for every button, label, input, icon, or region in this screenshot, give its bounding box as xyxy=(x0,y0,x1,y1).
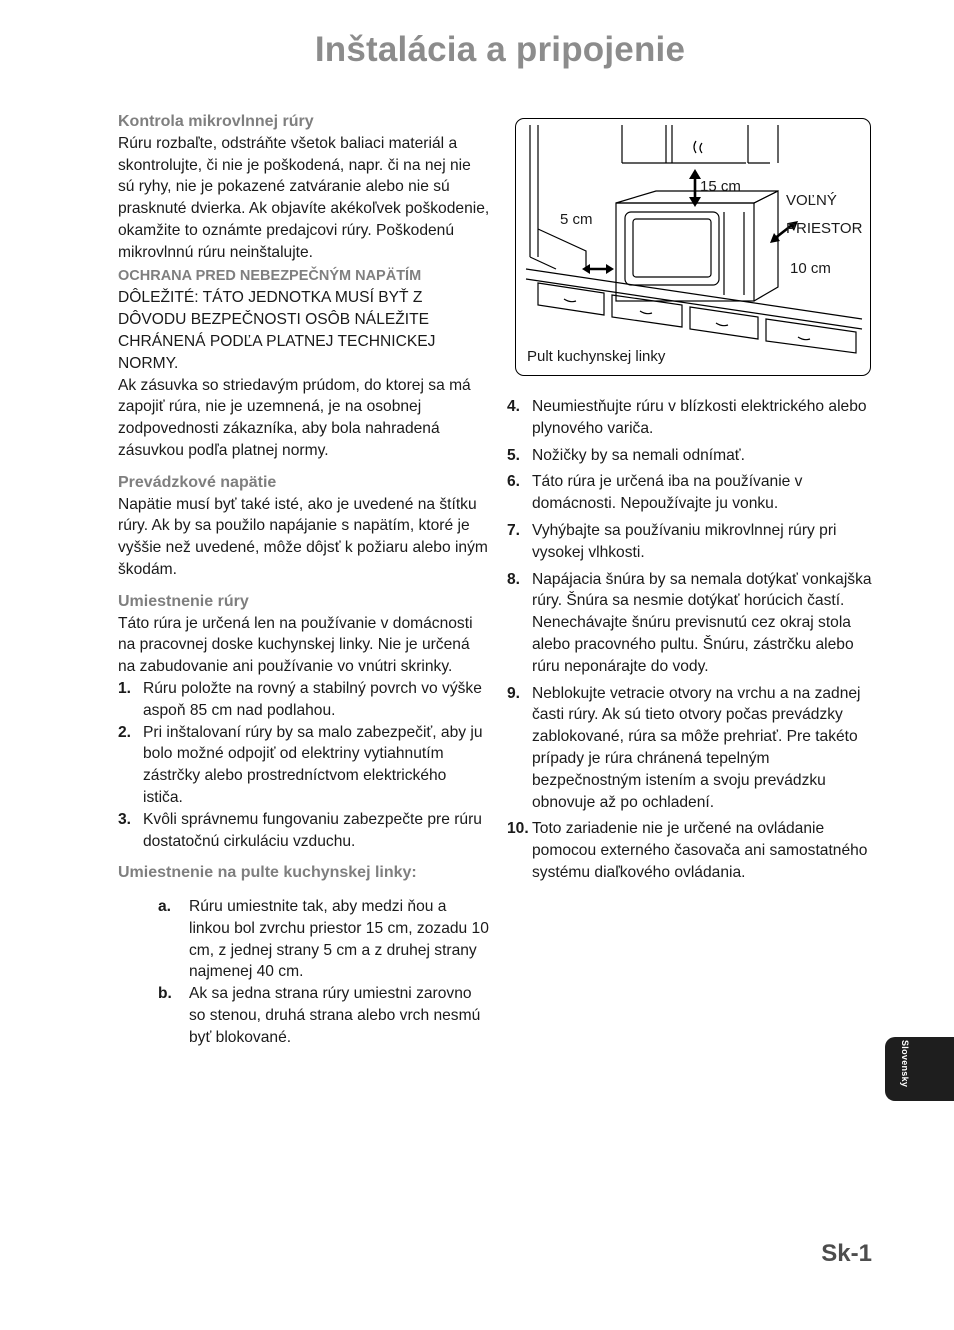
list-item: 5. Nožičky by sa nemali odnímať. xyxy=(507,446,745,464)
left-column xyxy=(118,111,490,1049)
voltage-protection-text: Ak zásuvka so striedavým prúdom, do ktorej sa má zapojiť rúra, nie je uzemnená, je na osobnej zodpovednosti zákazníka, aby bola nahradená zásuvkou podľa platnej normy. xyxy=(118,376,471,459)
language-tab xyxy=(885,1037,954,1101)
section-heading-countertop: Umiestnenie na pulte kuchynskej linky: xyxy=(118,864,417,882)
placement-list xyxy=(118,678,490,852)
section-heading-operating-voltage: Prevádzkové napätie xyxy=(118,473,277,491)
list-item: 10. Toto zariadenie nie je určené na ovládanie pomocou externého časovača ani samostatného systému diaľkového ovládania. xyxy=(507,820,868,881)
section-heading-placement: Umiestnenie rúry xyxy=(118,592,249,610)
list-item: 4. Neumiestňujte rúru v blízkosti elektrického alebo plynového variča. xyxy=(507,398,867,437)
installation-diagram xyxy=(515,118,871,376)
label-free-space-1: VOĽNÝ xyxy=(786,192,837,209)
label-free-space-2: PRIESTOR xyxy=(786,220,863,237)
list-item: 8. Napájacia šnúra by sa nemala dotýkať vonkajška rúry. Šnúra sa nesmie dotýkať horúcich častí. Nenechávajte šnúru previsnutú cez okraj stola alebo pracovného pultu. Šnúru, zástrčku alebo rúru neponárajte do vody. xyxy=(507,570,872,675)
placement-list-continued xyxy=(507,396,879,884)
label-counter: Pult kuchynskej linky xyxy=(527,348,666,365)
list-item: 3. Kvôli správnemu fungovaniu zabezpečte pre rúru dostatočnú cirkuláciu vzduchu. xyxy=(118,810,482,850)
inspection-text: Rúru rozbaľte, odstráňte všetok baliaci materiál a skontrolujte, či nie je poškodená, napr. či na nej nie sú ryhy, nie je pokazené zatváranie alebo nie sú prasknuté dvierka. Ak objavíte akékoľvek poškodenie, okamžite to oznámte predajcovi rúry. Poškodenú mikrovlnnú rúru neinštalujte. xyxy=(118,134,490,261)
label-back-clearance: 10 cm xyxy=(790,260,831,277)
list-item: 6. Táto rúra je určená iba na používanie v domácnosti. Nepoužívajte ju vonku. xyxy=(507,473,803,513)
page-number: Sk-1 xyxy=(821,1240,872,1267)
section-heading-inspection: Kontrola mikrovlnnej rúry xyxy=(118,113,314,130)
label-side-clearance: 5 cm xyxy=(560,211,593,228)
list-item: b. Ak sa jedna strana rúry umiestni zarovno so stenou, druhá strana alebo vrch nesmú byť blokované. xyxy=(158,985,481,1046)
page-title: Inštalácia a pripojenie xyxy=(314,30,686,69)
placement-text: Táto rúra je určená len na používanie v domácnosti na pracovnej doske kuchynskej linky. Nie je určená na zabudovanie ani používanie vo vnútri skrinky. xyxy=(118,614,473,676)
label-top-clearance: 15 cm xyxy=(700,178,741,195)
operating-voltage-text: Napätie musí byť také isté, ako je uvedené na štítku rúry. Ak by sa použilo napájanie s napätím, ktoré je vyššie než uvedené, môže dôjsť k požiaru alebo iným škodám. xyxy=(118,495,488,578)
right-column xyxy=(507,396,879,889)
language-tab-label: Slovensky xyxy=(900,1040,910,1088)
countertop-list xyxy=(158,896,490,1049)
section-heading-voltage-protection: OCHRANA PRED NEBEZPEČNÝM NAPÄTÍM xyxy=(118,267,422,284)
list-item: 2. Pri inštalovaní rúry by sa malo zabezpečiť, aby ju bolo možné odpojiť od elektriny vytiahnutím zástrčky alebo prostredníctvom elektrického ističa. xyxy=(118,723,483,806)
voltage-protection-important: DÔLEŽITÉ: TÁTO JEDNOTKA MUSÍ BYŤ Z DÔVODU BEZPEČNOSTI OSÔB NÁLEŽITE CHRÁNENÁ PODĽA PLATNEJ TECHNICKEJ NORMY. xyxy=(118,289,436,372)
list-item: 7. Vyhýbajte sa používaniu mikrovlnnej rúry pri vysokej vlhkosti. xyxy=(507,521,837,561)
microwave-clearance-illustration xyxy=(516,119,871,376)
list-item: 1. Rúru položte na rovný a stabilný povrch vo výške aspoň 85 cm nad podlahou. xyxy=(118,679,482,719)
list-item: a. Rúru umiestnite tak, aby medzi ňou a linkou bol zvrchu priestor 15 cm, zozadu 10 cm, z jednej strany 5 cm a z druhej strany najmenej 40 cm. xyxy=(158,898,489,981)
list-item: 9. Neblokujte vetracie otvory na vrchu a na zadnej časti rúry. Ak sú tieto otvory počas prevádzky zablokované, rúra sa môže prehriať. Pre takéto prípady je rúra chránená tepelným bezpečnostným istením a svoju prevádzku obnovuje až po ochladení. xyxy=(507,684,861,811)
